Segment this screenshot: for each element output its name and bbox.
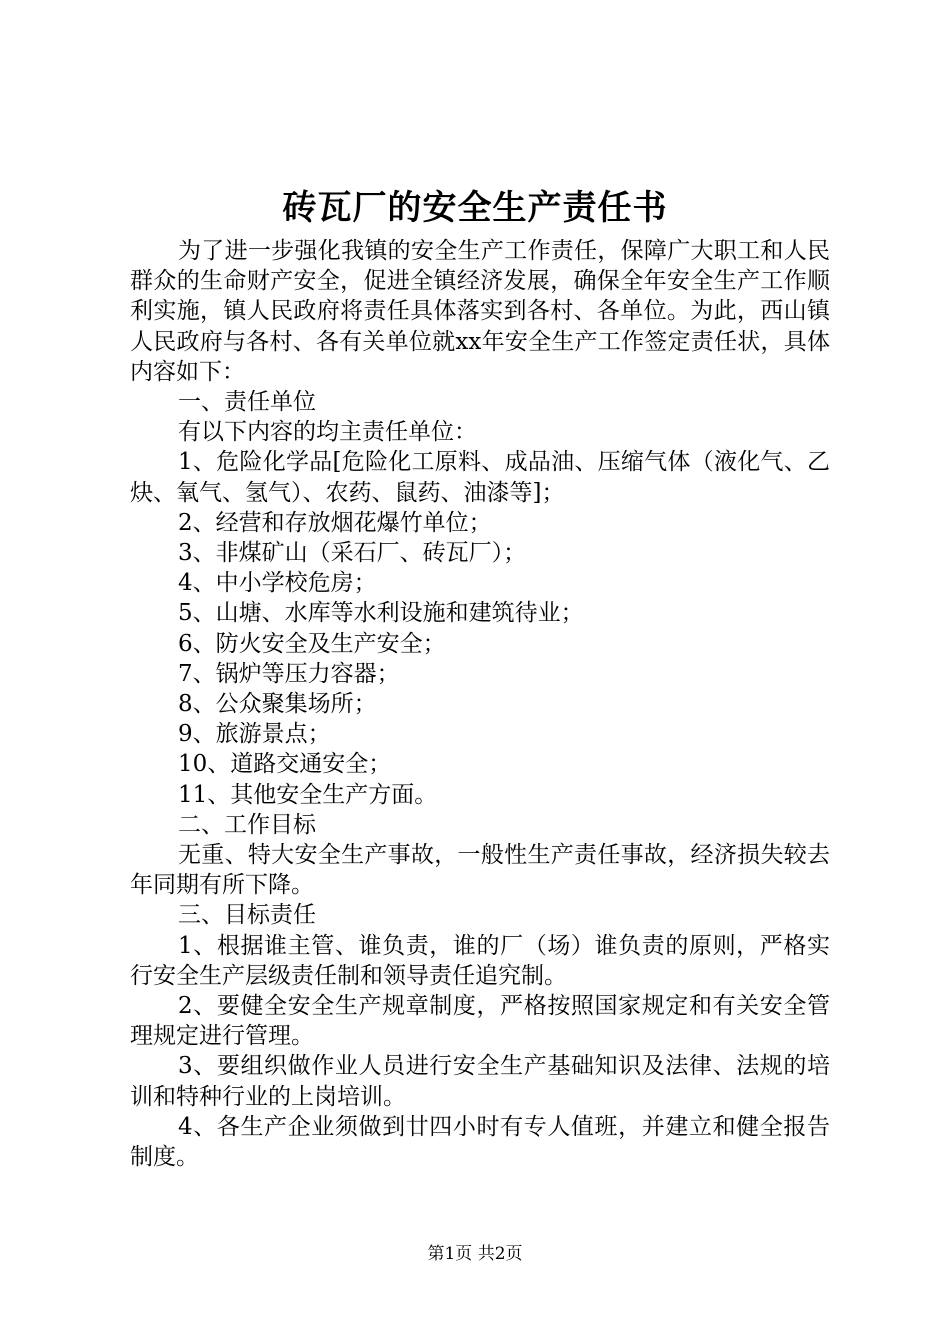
paragraph: 无重、特大安全生产事故，一般性生产责任事故，经济损失较去年同期有所下降。 bbox=[130, 842, 830, 899]
list-item: 7、锅炉等压力容器； bbox=[178, 660, 400, 687]
list-item: 8、公众聚集场所； bbox=[178, 691, 377, 718]
list-item: 2、经营和存放烟花爆竹单位； bbox=[178, 509, 492, 536]
list-item: 2、要健全安全生产规章制度，严格按照国家规定和有关安全管理规定进行管理。 bbox=[130, 993, 830, 1050]
page-number: 第1页 共2页 bbox=[427, 1244, 523, 1264]
paragraph-intro: 为了进一步强化我镇的安全生产工作责任，保障广大职工和人民群众的生命财产安全，促进全镇经济发展，确保全年安全生产工作顺利实施，镇人民政府将责任具体落实到各村、各单位。为此，西山镇人民政府与各村、各有关单位就xx年安全生产工作签定责任状，具体内容如下： bbox=[130, 238, 830, 385]
list-item: 3、非煤矿山（采石厂、砖瓦厂）； bbox=[178, 540, 527, 567]
list-item: 1、根据谁主管、谁负责，谁的厂（场）谁负责的原则，严格实行安全生产层级责任制和领导责任追究制。 bbox=[130, 932, 830, 989]
document-body bbox=[130, 236, 830, 1172]
list-item: 11、其他安全生产方面。 bbox=[178, 781, 438, 808]
list-item: 5、山塘、水库等水利设施和建筑待业； bbox=[178, 600, 584, 627]
list-item: 4、中小学校危房； bbox=[178, 570, 377, 597]
list-item: 4、各生产企业须做到廿四小时有专人值班，并建立和健全报告制度。 bbox=[130, 1113, 830, 1171]
list-item: 6、防火安全及生产安全； bbox=[178, 630, 446, 657]
list-item: 9、旅游景点； bbox=[178, 721, 331, 748]
section-heading-3: 三、目标责任 bbox=[178, 902, 316, 929]
document-title: 砖瓦厂的安全生产责任书 bbox=[282, 188, 668, 228]
section-heading-1: 一、责任单位 bbox=[178, 389, 316, 416]
paragraph: 有以下内容的均主责任单位： bbox=[178, 419, 477, 446]
list-item: 3、要组织做作业人员进行安全生产基础知识及法律、法规的培训和特种行业的上岗培训。 bbox=[130, 1053, 830, 1110]
list-item: 10、道路交通安全； bbox=[178, 751, 392, 778]
list-item: 1、危险化学品[危险化工原料、成品油、压缩气体（液化气、乙炔、氧气、氢气）、农药、鼠药、油漆等]； bbox=[130, 449, 830, 506]
section-heading-2: 二、工作目标 bbox=[178, 811, 316, 838]
